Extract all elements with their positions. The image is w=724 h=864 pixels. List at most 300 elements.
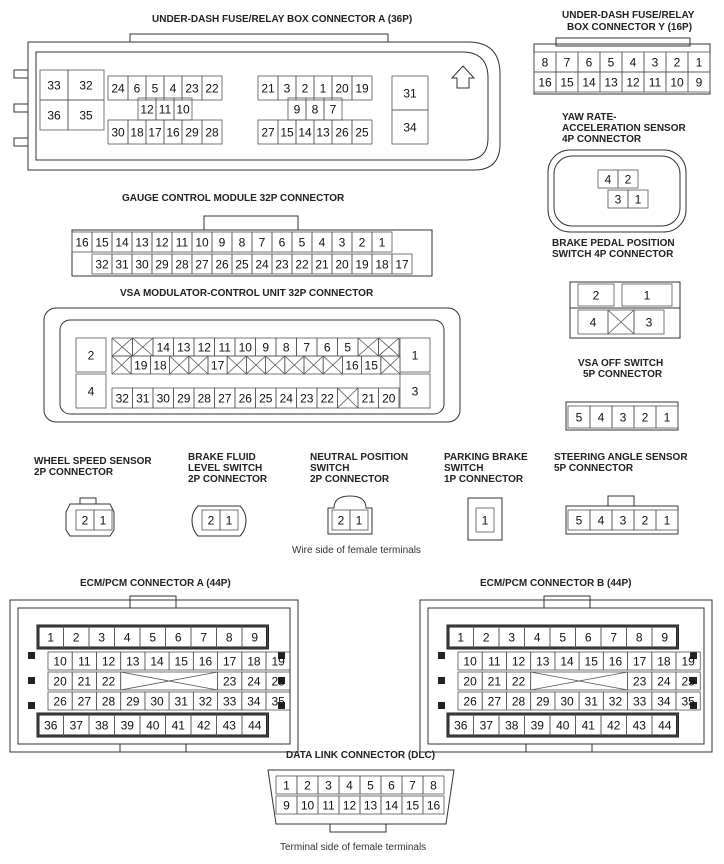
svg-text:1: 1	[643, 288, 651, 303]
svg-text:24: 24	[255, 257, 269, 272]
dlc-pin-10	[297, 796, 318, 814]
gauge-pin-22	[292, 254, 312, 274]
ecm-a-pin-39	[115, 714, 141, 736]
svg-text:25: 25	[235, 257, 249, 272]
svg-text:13: 13	[135, 235, 149, 250]
ecm-b-pin-26	[458, 692, 482, 710]
ecm-a-pin-44	[242, 714, 268, 736]
vsa-off-pin-3	[612, 406, 634, 428]
svg-text:28: 28	[101, 694, 116, 709]
svg-text:1: 1	[283, 778, 290, 793]
svg-text:22: 22	[205, 81, 219, 96]
svg-text:37: 37	[69, 718, 83, 733]
svg-text:17: 17	[223, 654, 237, 669]
gauge-pin-24	[252, 254, 272, 274]
svg-text:30: 30	[150, 694, 164, 709]
svg-text:2: 2	[358, 235, 366, 250]
svg-text:5: 5	[298, 235, 306, 250]
svg-text:11: 11	[648, 75, 662, 90]
ecm-a-pin-30	[145, 692, 169, 710]
vsa-pin-23	[297, 388, 318, 408]
wheel-pin-2	[76, 510, 94, 530]
fuse-a-pin-22	[202, 76, 222, 100]
svg-text:6: 6	[388, 778, 395, 793]
vsa-pin-17	[208, 356, 227, 374]
svg-text:1: 1	[634, 192, 642, 207]
yaw-pin-3	[608, 190, 628, 208]
svg-text:8: 8	[282, 340, 290, 355]
svg-text:4: 4	[169, 81, 177, 96]
fuse-a-pin-3	[278, 76, 296, 100]
caption-terminal-side: Terminal side of female terminals	[280, 842, 427, 853]
ecm-b-pin-43	[627, 714, 653, 736]
fuse-a-pin-13	[314, 120, 332, 144]
svg-text:29: 29	[185, 125, 199, 140]
fuse-a-pin-36	[40, 100, 68, 130]
svg-text:28: 28	[197, 391, 211, 406]
ecm-a-pin-14	[145, 652, 169, 670]
gauge-pin-7	[252, 232, 272, 252]
svg-text:42: 42	[607, 718, 621, 733]
dlc-pin-1	[276, 776, 297, 794]
svg-text:9: 9	[283, 798, 290, 813]
ecm-a-pin-29	[121, 692, 145, 710]
svg-text:2: 2	[482, 630, 490, 645]
svg-text:8: 8	[238, 235, 246, 250]
vsa-pin-5	[338, 338, 359, 356]
vsa-pin-19	[131, 356, 150, 374]
ecm-b-pin-1	[448, 626, 474, 648]
ecm-a-pin-8	[217, 626, 243, 648]
svg-text:2: 2	[673, 55, 681, 70]
svg-text:20: 20	[335, 81, 349, 96]
fluid-pin-1	[220, 510, 238, 530]
svg-text:41: 41	[171, 718, 185, 733]
steering-pin-5	[568, 510, 590, 530]
vsa-pin-32	[112, 388, 133, 408]
ecm-b-pin-3	[499, 626, 525, 648]
svg-text:1: 1	[47, 630, 55, 645]
dlc-pin-2	[297, 776, 318, 794]
vsa-pin-24	[276, 388, 297, 408]
ecm-b-pin-15	[579, 652, 603, 670]
svg-text:3: 3	[614, 192, 622, 207]
svg-text:3: 3	[325, 778, 332, 793]
fuse-a-pin-5	[146, 76, 164, 100]
svg-text:40: 40	[556, 718, 570, 733]
dlc-pin-4	[339, 776, 360, 794]
svg-text:4: 4	[87, 384, 95, 399]
svg-text:9: 9	[262, 340, 270, 355]
svg-text:30: 30	[560, 694, 574, 709]
gauge-pin-32	[92, 254, 112, 274]
brake-pedal-pin-2	[578, 284, 614, 306]
ecm-b-pin-16	[603, 652, 627, 670]
svg-text:9: 9	[293, 102, 301, 117]
ecm-a-pin-1	[38, 626, 64, 648]
svg-text:11: 11	[218, 340, 231, 355]
vsa-pin-12	[194, 338, 215, 356]
ecm-a-pin-4	[115, 626, 141, 648]
vsa-pin-7	[297, 338, 318, 356]
svg-text:37: 37	[479, 718, 493, 733]
svg-text:16: 16	[198, 654, 213, 669]
svg-text:2: 2	[301, 81, 309, 96]
ecm-a-pin-15	[169, 652, 193, 670]
brake-pedal-pin-3	[634, 310, 664, 334]
fuse-a-pin-10	[174, 98, 192, 120]
ecm-a-pin-7	[191, 626, 217, 648]
vsa-pin-10	[235, 338, 256, 356]
svg-text:23: 23	[300, 391, 314, 406]
svg-text:16: 16	[75, 235, 89, 250]
fuse-a-pin-17	[146, 120, 164, 144]
fuse-a-pin-30	[108, 120, 128, 144]
svg-text:3: 3	[619, 410, 627, 425]
title-vsa-off-line2: 5P CONNECTOR	[583, 369, 663, 380]
fuse-a-pin-7	[324, 98, 342, 120]
gauge-pin-10	[192, 232, 212, 252]
svg-text:30: 30	[156, 391, 170, 406]
svg-text:1: 1	[225, 513, 233, 528]
svg-text:1: 1	[663, 410, 671, 425]
gauge-pin-4	[312, 232, 332, 252]
svg-text:8: 8	[541, 55, 549, 70]
svg-text:32: 32	[79, 78, 93, 93]
yaw-housing	[548, 150, 686, 232]
fuse-a-pin-23	[182, 76, 202, 100]
svg-text:13: 13	[126, 654, 140, 669]
vsa-pin-blank	[112, 356, 131, 374]
svg-text:43: 43	[222, 718, 236, 733]
ecm-b-pin-9	[652, 626, 678, 648]
vsa-off-pin-4	[590, 406, 612, 428]
fluid-pin-2	[202, 510, 220, 530]
title-parking-line2: SWITCH	[444, 463, 484, 474]
vsa-pin-blank	[266, 356, 285, 374]
svg-text:6: 6	[174, 630, 182, 645]
svg-text:3: 3	[619, 513, 627, 528]
ecm-a-pin-18	[242, 652, 266, 670]
ecm-a-pin-38	[89, 714, 115, 736]
svg-text:5: 5	[575, 513, 583, 528]
fuse-a-pin-28	[202, 120, 222, 144]
svg-text:17: 17	[148, 125, 162, 140]
fuse-y-pin-2	[666, 52, 688, 72]
ecm-a-pin-22	[96, 672, 120, 690]
svg-text:10: 10	[300, 798, 315, 813]
svg-text:17: 17	[210, 358, 225, 373]
ecm-a-pin-43	[217, 714, 243, 736]
svg-text:22: 22	[101, 674, 116, 689]
svg-text:15: 15	[560, 75, 574, 90]
svg-text:11: 11	[158, 102, 172, 117]
svg-text:3: 3	[651, 55, 659, 70]
gauge-pin-30	[132, 254, 152, 274]
vsa-pin-22	[317, 388, 338, 408]
fuse-a-pin-29	[182, 120, 202, 144]
svg-text:5: 5	[575, 410, 583, 425]
svg-text:16: 16	[345, 358, 359, 373]
svg-text:18: 18	[153, 358, 167, 373]
svg-text:31: 31	[174, 694, 188, 709]
ecm-a-pin-36	[38, 714, 64, 736]
title-fluid-line2: LEVEL SWITCH	[188, 463, 263, 474]
vsa-pin-blank	[227, 356, 246, 374]
fuse-a-pin-4	[164, 76, 182, 100]
dlc-pin-7	[402, 776, 423, 794]
ecm-b-pin-13	[531, 652, 555, 670]
svg-text:16: 16	[166, 125, 180, 140]
ecm-a-pin-20	[48, 672, 72, 690]
svg-text:35: 35	[681, 694, 695, 709]
ecm-a-pin-21	[72, 672, 96, 690]
svg-text:7: 7	[303, 340, 311, 355]
neutral-pin-2	[332, 510, 350, 530]
vsa-pin-31	[133, 388, 154, 408]
svg-text:10: 10	[238, 340, 252, 355]
vsa-pin-8	[276, 338, 297, 356]
fuse-y-pin-5	[600, 52, 622, 72]
ecm-a-pin-16	[193, 652, 217, 670]
svg-text:21: 21	[487, 674, 502, 689]
svg-text:24: 24	[111, 81, 125, 96]
svg-text:13: 13	[604, 75, 618, 90]
svg-text:27: 27	[487, 694, 502, 709]
fuse-a-pin-26	[332, 120, 352, 144]
steering-pin-4	[590, 510, 612, 530]
svg-text:34: 34	[657, 694, 671, 709]
gauge-pin-20	[332, 254, 352, 274]
ecm-b-pin-38	[499, 714, 525, 736]
svg-text:18: 18	[130, 125, 144, 140]
svg-text:2: 2	[641, 410, 649, 425]
fuse-a-pin-34	[392, 110, 428, 144]
svg-text:36: 36	[47, 108, 61, 123]
svg-text:6: 6	[133, 81, 141, 96]
svg-text:22: 22	[511, 674, 526, 689]
fuse-y-pin-16	[534, 72, 556, 92]
svg-text:22: 22	[320, 391, 334, 406]
ecm-a-pin-28	[96, 692, 120, 710]
title-steering-line1: STEERING ANGLE SENSOR	[554, 452, 688, 463]
ecm-a-pin-13	[121, 652, 145, 670]
svg-text:32: 32	[95, 257, 109, 272]
ecm-b-pin-23	[628, 672, 652, 690]
ecm-a-pin-19	[266, 652, 290, 670]
fuse-a-pin-1	[314, 76, 332, 100]
vsa-off-pin-5	[568, 406, 590, 428]
ecm-b-pin-8	[627, 626, 653, 648]
ecm-b-pin-5	[550, 626, 576, 648]
svg-text:35: 35	[271, 694, 285, 709]
svg-text:44: 44	[658, 718, 672, 733]
svg-text:14: 14	[384, 798, 399, 813]
title-dlc: DATA LINK CONNECTOR (DLC)	[286, 750, 436, 761]
gauge-pin-13	[132, 232, 152, 252]
ecm-b-pin-41	[576, 714, 602, 736]
gauge-pin-23	[272, 254, 292, 274]
title-yaw-line2: ACCELERATION SENSOR	[562, 123, 686, 134]
gauge-pin-18	[372, 254, 392, 274]
ecm-b-pin-17	[628, 652, 652, 670]
fuse-a-pin-2	[296, 76, 314, 100]
fuse-a-pin-8	[306, 98, 324, 120]
vsa-pin-30	[153, 388, 174, 408]
svg-text:15: 15	[364, 358, 378, 373]
svg-text:6: 6	[585, 55, 593, 70]
ecm-b-pin-18	[652, 652, 676, 670]
svg-text:33: 33	[223, 694, 237, 709]
ecm-b-pin-12	[506, 652, 530, 670]
ecm-b-pin-11	[482, 652, 506, 670]
svg-text:9: 9	[695, 75, 703, 90]
svg-text:19: 19	[355, 81, 369, 96]
svg-text:1: 1	[99, 513, 107, 528]
svg-text:19: 19	[355, 257, 369, 272]
ecm-a-pin-41	[166, 714, 192, 736]
svg-text:31: 31	[584, 694, 598, 709]
svg-text:32: 32	[115, 391, 129, 406]
svg-text:30: 30	[111, 125, 125, 140]
vsa-pin-15	[362, 356, 381, 374]
ecm-a-pin-12	[96, 652, 120, 670]
svg-text:15: 15	[174, 654, 188, 669]
fuse-a-pin-32	[68, 70, 104, 100]
svg-text:42: 42	[197, 718, 211, 733]
svg-text:10: 10	[53, 654, 67, 669]
fuse-a-pin-12	[138, 98, 156, 120]
title-neutral-line2: SWITCH	[310, 463, 350, 474]
svg-text:8: 8	[225, 630, 233, 645]
ecm-b-pin-28	[506, 692, 530, 710]
vsa-pin-28	[194, 388, 215, 408]
vsa-pin-27	[215, 388, 236, 408]
brake-pedal-blank	[608, 310, 634, 334]
svg-text:5: 5	[367, 778, 374, 793]
svg-text:10: 10	[463, 654, 477, 669]
svg-text:2: 2	[87, 348, 95, 363]
gauge-pin-15	[92, 232, 112, 252]
title-brake-pedal-line1: BRAKE PEDAL POSITION	[552, 238, 675, 249]
fuse-y-pin-10	[666, 72, 688, 92]
svg-text:15: 15	[95, 235, 109, 250]
fuse-a-pin-15	[278, 120, 296, 144]
fuse-a-pin-18	[128, 120, 146, 144]
up-arrow-icon	[452, 66, 474, 88]
svg-text:17: 17	[395, 257, 409, 272]
title-brake-pedal-line2: SWITCH 4P CONNECTOR	[552, 249, 674, 260]
ecm-a-pin-42	[191, 714, 217, 736]
svg-text:14: 14	[298, 125, 312, 140]
svg-text:5: 5	[344, 340, 352, 355]
svg-text:16: 16	[608, 654, 623, 669]
svg-text:4: 4	[604, 172, 612, 187]
svg-text:5: 5	[607, 55, 615, 70]
ecm-a-pin-11	[72, 652, 96, 670]
svg-text:33: 33	[633, 694, 647, 709]
svg-text:1: 1	[695, 55, 703, 70]
vsa-pin-blank	[358, 338, 379, 356]
svg-text:36: 36	[44, 718, 58, 733]
ecm-b-pin-20	[458, 672, 482, 690]
vsa-pin-blank	[189, 356, 208, 374]
svg-text:18: 18	[657, 654, 671, 669]
gauge-pin-19	[352, 254, 372, 274]
svg-text:13: 13	[536, 654, 550, 669]
svg-text:8: 8	[430, 778, 437, 793]
vsa-off-pin-2	[634, 406, 656, 428]
svg-text:12: 12	[626, 75, 640, 90]
ecm-a-pin-24	[242, 672, 266, 690]
svg-text:2: 2	[641, 513, 649, 528]
dlc-pin-9	[276, 796, 297, 814]
ecm-a-pin-33	[218, 692, 242, 710]
svg-text:7: 7	[258, 235, 266, 250]
gauge-pin-27	[192, 254, 212, 274]
fuse-y-pin-14	[578, 72, 600, 92]
svg-text:15: 15	[280, 125, 294, 140]
vsa-pin-blank	[246, 356, 265, 374]
svg-text:4: 4	[597, 410, 605, 425]
vsa-pin-1	[400, 338, 430, 372]
svg-text:6: 6	[278, 235, 286, 250]
svg-text:44: 44	[248, 718, 262, 733]
svg-text:13: 13	[177, 340, 191, 355]
svg-text:14: 14	[150, 654, 164, 669]
svg-text:1: 1	[457, 630, 465, 645]
dlc-pin-8	[423, 776, 444, 794]
svg-text:30: 30	[135, 257, 149, 272]
svg-text:10: 10	[176, 102, 190, 117]
svg-text:19: 19	[271, 654, 285, 669]
svg-text:24: 24	[247, 674, 261, 689]
fuse-a-pin-20	[332, 76, 352, 100]
svg-text:28: 28	[511, 694, 526, 709]
svg-text:11: 11	[175, 235, 189, 250]
ecm-a-pin-37	[64, 714, 90, 736]
ecm-b-pin-39	[525, 714, 551, 736]
brake-pedal-pin-4	[578, 310, 608, 334]
svg-text:3: 3	[98, 630, 106, 645]
gauge-pin-1	[372, 232, 392, 252]
ecm-a-pin-10	[48, 652, 72, 670]
svg-text:17: 17	[633, 654, 647, 669]
vsa-off-pin-1	[656, 406, 678, 428]
svg-text:27: 27	[218, 391, 232, 406]
ecm-a-pin-25	[266, 672, 290, 690]
vsa-pin-9	[256, 338, 277, 356]
svg-text:23: 23	[223, 674, 237, 689]
ecm-b-pin-21	[482, 672, 506, 690]
vsa-pin-blank	[379, 338, 400, 356]
svg-text:28: 28	[205, 125, 219, 140]
ecm-b-pin-27	[482, 692, 506, 710]
svg-text:19: 19	[134, 358, 148, 373]
title-wheel-line1: WHEEL SPEED SENSOR	[34, 456, 152, 467]
svg-text:27: 27	[77, 694, 92, 709]
svg-text:7: 7	[563, 55, 571, 70]
svg-text:3: 3	[508, 630, 516, 645]
ecm-b-pin-22	[506, 672, 530, 690]
svg-text:15: 15	[405, 798, 420, 813]
svg-text:4: 4	[318, 235, 326, 250]
ecm-a-pin-31	[169, 692, 193, 710]
ecm-a-pin-17	[218, 652, 242, 670]
svg-text:20: 20	[463, 674, 477, 689]
vsa-pin-blank	[133, 338, 154, 356]
fuse-a-pin-19	[352, 76, 372, 100]
